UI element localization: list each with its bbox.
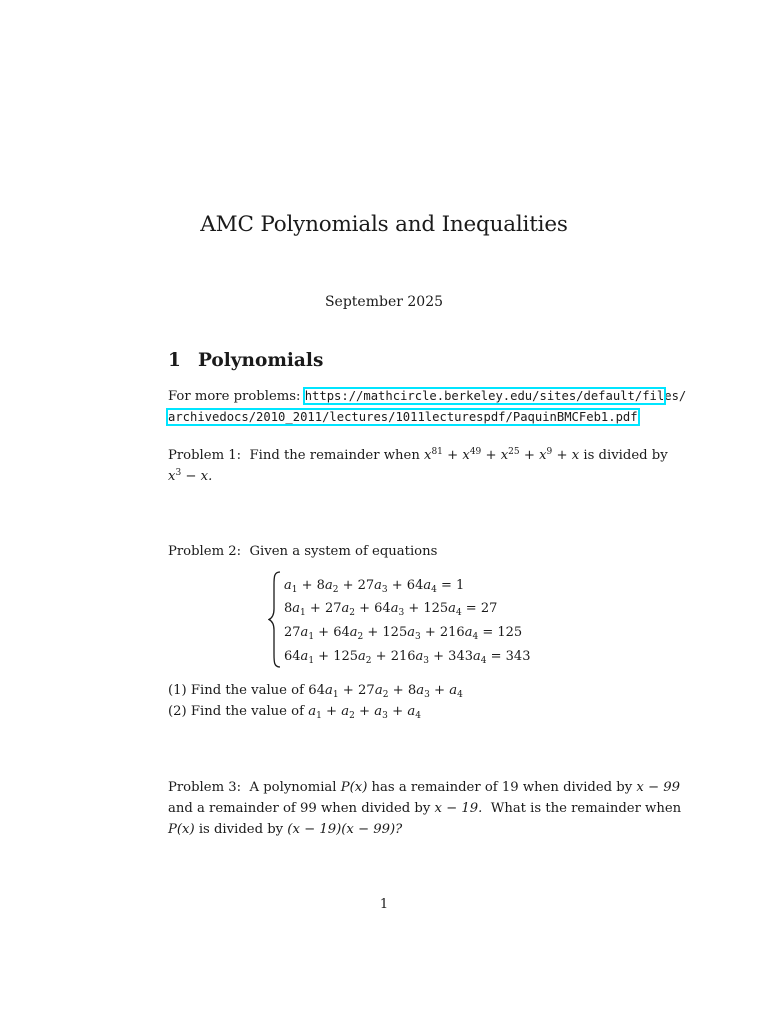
term-subscript: 2 <box>349 608 355 618</box>
term-subscript: 2 <box>349 711 355 721</box>
problem-1-divisor: $x^3 - x$. <box>168 468 213 484</box>
document-title: AMC Polynomials and Inequalities <box>200 212 568 237</box>
problem-3-label: Problem 3: <box>168 780 242 795</box>
term-subscript: 2 <box>357 632 364 642</box>
equation-4 <box>284 649 530 664</box>
term-variable: a <box>464 625 473 640</box>
problems-link-line-2[interactable]: archivedocs/2010_2011/lectures/1011lecturespdf/PaquinBMCFeb1.pdf <box>168 410 638 424</box>
term-coefficient: = 343 <box>486 649 531 664</box>
term-coefficient: + 64 <box>354 601 391 616</box>
problem-2-intro <box>168 541 437 562</box>
term-subscript: 3 <box>382 711 388 721</box>
term-subscript: 1 <box>308 656 315 666</box>
problem-1-line-1 <box>168 445 668 466</box>
section-title: Polynomials <box>198 350 324 371</box>
term-subscript: 3 <box>415 632 421 642</box>
term-variable: a <box>374 578 382 593</box>
term-coefficient: = 27 <box>461 601 498 616</box>
term-coefficient: = 125 <box>478 625 523 640</box>
term-subscript: 1 <box>316 711 322 721</box>
problems-link-tail[interactable]: es/ <box>664 389 687 403</box>
problems-link-line-1[interactable]: https://mathcircle.berkeley.edu/sites/default/fil <box>304 389 665 403</box>
problem-2-part-2 <box>168 701 421 722</box>
term-coefficient: 27 <box>284 625 301 640</box>
term-variable: a <box>473 649 481 664</box>
term-subscript: 2 <box>365 656 372 666</box>
term-subscript: 4 <box>431 585 437 595</box>
term-coefficient: + 8 <box>388 683 417 698</box>
problem-3-text-2b: What is the remainder when <box>490 801 682 816</box>
term-variable: a <box>423 578 432 593</box>
problem-2-text: Given a system of equations <box>249 544 438 559</box>
problem-1-text-a: Find the remainder when <box>249 448 420 463</box>
term-coefficient: + 343 <box>429 649 473 664</box>
equation-2 <box>284 601 497 616</box>
problem-1-label: Problem 1: <box>168 448 242 463</box>
section-number: 1 <box>168 350 181 371</box>
problem-1-polynomial: $x^{81} + x^{49} + x^{25} + x^9 + x$ <box>424 447 580 463</box>
part-2-text: (2) Find the value of <box>168 704 304 719</box>
part-1-text: (1) Find the value of <box>168 683 304 698</box>
page-number: 1 <box>379 897 389 912</box>
term-subscript: 2 <box>382 690 389 700</box>
more-problems-line-2 <box>168 407 638 428</box>
term-coefficient: 64 <box>284 649 301 664</box>
term-variable: a <box>341 704 350 719</box>
equation-3 <box>284 625 522 640</box>
term-subscript: 4 <box>457 690 463 700</box>
term-subscript: 1 <box>332 690 339 700</box>
term-variable: a <box>324 578 333 593</box>
term-coefficient: + <box>321 704 342 719</box>
problem-3-px-2: P(x) <box>168 822 195 837</box>
term-variable: a <box>341 601 350 616</box>
left-brace <box>268 571 282 668</box>
problem-1-line-2 <box>168 466 212 487</box>
term-variable: a <box>358 649 366 664</box>
term-subscript: 3 <box>381 585 388 595</box>
term-subscript: 4 <box>455 608 462 618</box>
problem-3-px: P(x) <box>340 780 368 795</box>
problem-3-text-1a: A polynomial <box>249 780 337 795</box>
term-variable: a <box>374 683 383 698</box>
term-subscript: 3 <box>424 690 430 700</box>
problem-1-text-b: is divided by <box>583 448 668 463</box>
term-coefficient: + 125 <box>314 649 359 664</box>
term-variable: a <box>449 683 458 698</box>
equation-1 <box>284 578 464 593</box>
term-coefficient: + 8 <box>297 578 325 593</box>
term-variable: a <box>448 601 456 616</box>
term-coefficient: + <box>354 704 375 719</box>
term-variable: a <box>349 625 358 640</box>
term-variable: a <box>308 704 317 719</box>
term-coefficient: + 216 <box>371 649 416 664</box>
document-date: September 2025 <box>324 294 444 310</box>
term-subscript: 4 <box>472 632 479 642</box>
more-problems-label: For more problems: <box>168 389 301 404</box>
problem-3-line-2 <box>168 798 681 819</box>
term-variable: a <box>300 649 309 664</box>
problem-3-divisor-3: (x − 19)(x − 99)? <box>287 822 403 837</box>
more-problems-line-1 <box>168 386 686 407</box>
term-subscript: 4 <box>480 656 487 666</box>
term-variable: a <box>374 704 383 719</box>
term-variable: a <box>292 601 301 616</box>
term-variable: a <box>284 578 292 593</box>
term-coefficient: + 125 <box>363 625 408 640</box>
term-coefficient: + <box>429 683 450 698</box>
term-variable: a <box>324 683 333 698</box>
term-subscript: 1 <box>300 608 306 618</box>
part-1-expression <box>308 683 463 698</box>
term-subscript: 3 <box>423 656 430 666</box>
problem-3-text-2a: and a remainder of 99 when divided by <box>168 801 431 816</box>
term-coefficient: + 27 <box>338 683 375 698</box>
part-2-expression <box>308 704 421 719</box>
term-coefficient: = 1 <box>436 578 465 593</box>
term-coefficient: + 27 <box>305 601 342 616</box>
term-variable: a <box>300 625 309 640</box>
term-subscript: 3 <box>398 608 405 618</box>
term-coefficient: 64 <box>308 683 325 698</box>
term-subscript: 4 <box>415 711 421 721</box>
term-variable: a <box>407 704 416 719</box>
problem-3-line-1 <box>168 777 680 798</box>
term-variable: a <box>390 601 399 616</box>
term-coefficient: 8 <box>284 601 293 616</box>
problem-2-label: Problem 2: <box>168 544 242 559</box>
term-coefficient: + 64 <box>387 578 424 593</box>
problem-2-part-1 <box>168 680 463 701</box>
problem-3-text-3b: is divided by <box>198 822 284 837</box>
term-variable: a <box>416 683 425 698</box>
term-subscript: 1 <box>291 585 298 595</box>
term-variable: a <box>407 625 415 640</box>
problem-3-text-1b: has a remainder of 19 when divided by <box>371 780 633 795</box>
problem-3-divisor-1: x − 99 <box>636 780 681 795</box>
term-coefficient: + 125 <box>404 601 449 616</box>
problem-3-divisor-2: x − 19. <box>434 801 483 816</box>
problem-3-line-3 <box>168 819 402 840</box>
term-coefficient: + 216 <box>420 625 465 640</box>
term-subscript: 2 <box>332 585 339 595</box>
term-coefficient: + 27 <box>338 578 375 593</box>
term-coefficient: + <box>387 704 408 719</box>
term-subscript: 1 <box>308 632 315 642</box>
section-heading <box>168 350 323 371</box>
term-coefficient: + 64 <box>314 625 350 640</box>
term-variable: a <box>415 649 424 664</box>
